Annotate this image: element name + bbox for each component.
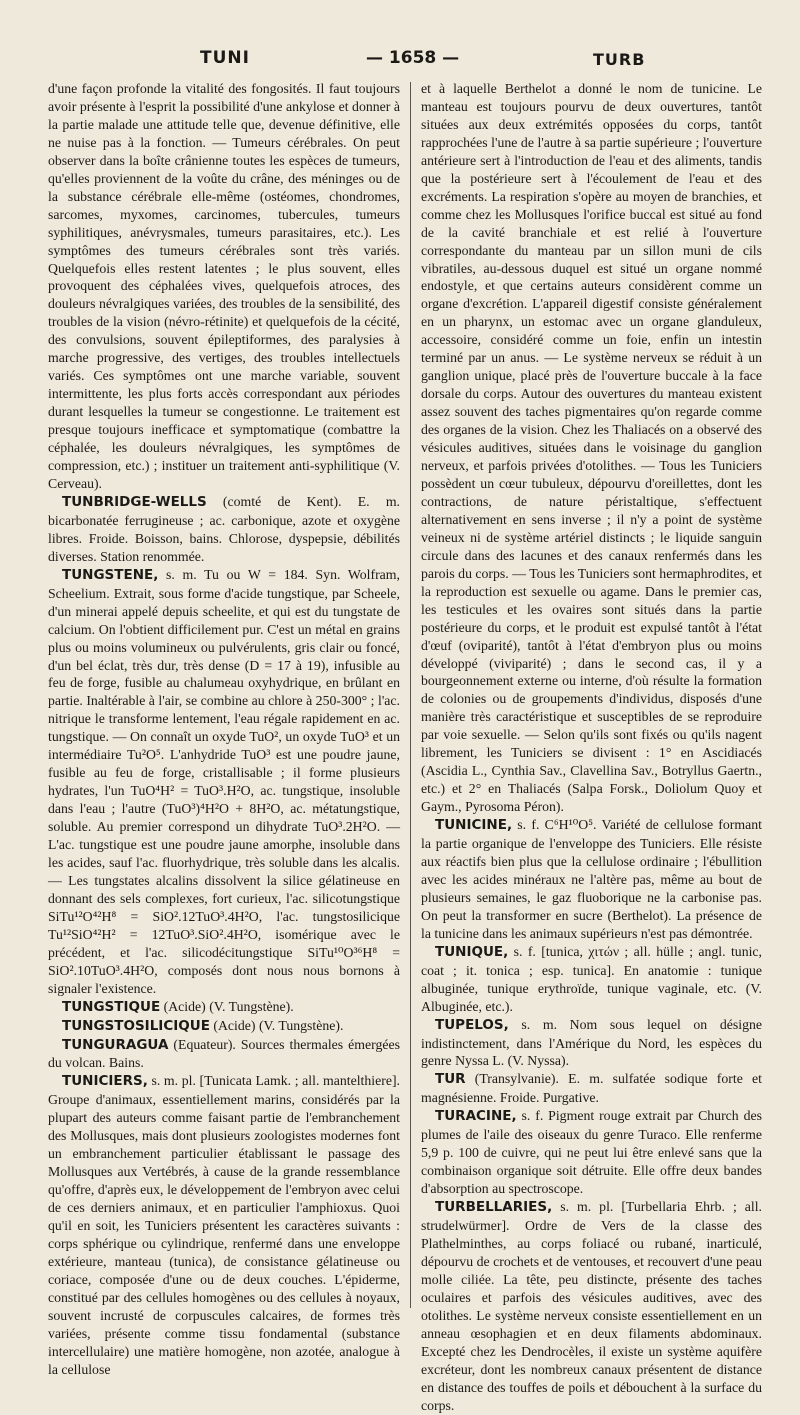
headword: TUNIQUE, xyxy=(435,943,509,960)
column-divider xyxy=(410,82,411,1308)
headword: TUR xyxy=(435,1071,466,1088)
entry-tuniciers xyxy=(48,1072,400,1378)
right-column xyxy=(421,80,762,1413)
page-number: — 1658 — xyxy=(366,48,460,68)
entry-text: (Transylvanie). E. m. sulfatée sodique forte et magnésienne. Froide. Purgative. xyxy=(421,1071,762,1106)
entry-text: s. m. Nom sous lequel on désigne indistinctement, dans l'Amérique du Nord, les espèces du genre Nyssa L. (V. Nyssa). xyxy=(421,1016,762,1069)
entry-text: (Acide) (V. Tungstène). xyxy=(209,1017,344,1033)
headword: TUNICIERS, xyxy=(62,1073,148,1090)
headword: TUNBRIDGE-WELLS xyxy=(62,493,207,510)
header-left: TUNI xyxy=(200,48,250,68)
entry-text: s. f. C⁶H¹⁰O⁵. Variété de cellulose formant la partie organique de l'enveloppe des Tuniciers. Elle résiste aux réactifs bien plus que la cellulose ordinaire ; l'ébullition avec les acides minéraux ne l'altère pas, même au bout de plusieurs semaines, le gaz fluoborique ne la carbonise pas. On peut la transformer en sucre (Berthelot). La présence de la tunicine dans les animaux supérieurs n'est pas démontrée. xyxy=(421,817,762,941)
entry-text: s. f. [tunica, χιτών ; all. hülle ; angl. tunic, coat ; it. tonica ; esp. tunica]. En anatomie : tunique albuginée, tunique erythroïde, tunique vaginale, etc. (V. Albuginée, etc.). xyxy=(421,943,762,1014)
header-right: TURB xyxy=(593,50,646,69)
entry-text: s. m. pl. [Tunicata Lamk. ; all. mantelthiere]. Groupe d'animaux, essentiellement marins, considérés par la plupart des auteurs comme faisant partie de l'embranchement des Mollusques, mais dont plusieurs zoologistes modernes font un embranchement particulier établissant le passage des Mollusques aux Vertébrés, à cause de la grande ressemblance qu'offre, d'après eux, le développement de l'embryon avec celui de ces derniers animaux, et en particulier l'amphioxus. Quoi qu'il en soit, les Tuniciers présentent les caractères suivants : corps sphérique ou cylindrique, renfermé dans une enveloppe extérieure, manteau (tunica), de consistance gélatineuse ou coriace, composée d'une ou de deux couches. L'épiderme, constitué par des cellules homogènes ou des cellules à noyaux, souvent incrusté de corpuscules calcaires, de formes très variées, présente comme tissu fondamental (substance intercellulaire) une matière homogène, non azotée, analogue à la cellulose xyxy=(48,1073,400,1377)
entry-turacine xyxy=(421,1107,762,1198)
entry-tunique xyxy=(421,943,762,1016)
paragraph-tuniciers-cont: et à laquelle Berthelot a donné le nom de tunicine. Le manteau est toujours pourvu de deux ouvertures, tantôt situées aux deux extrémités opposées du corps, tantôt rapprochées l'une de l'autre à sa partie supérieure ; l'ouverture antérieure sert à l'introduction de l'eau et des aliments, tandis que la postérieure sert à l'écoulement de l'eau et des excréments. La respiration s'opère au moyen de branchies, et comme chez les Mollusques l'orifice buccal est situé au fond de la cavité branchiale et est relié à l'ouverture correspondante du manteau par un sillon muni de cils vibratiles, au-dessous duquel est situé un organe nommé endostyle, et que certains auteurs considèrent comme un organe d'excrétion. L'appareil digestif consiste généralement en un pharynx, un estomac avec un organe glanduleux, accessoire, considéré comme un foie, enfin un intestin terminé par un anus. — Le système nerveux se réduit à un ganglion unique, placé près de l'ouverture buccale à la face dorsale du corps. Autour des ouvertures du manteau existent assez souvent des taches pigmentaires qu'on regarde comme des organes de la vision. Chez les Thaliacés on a observé des vésicules auditives, situées dans le voisinage du ganglion nerveux, et parfois privées d'otolithes. — Tous les Tuniciers possèdent un cœur tubuleux, dépourvu d'oreillettes, dont les contractions, de nature péristaltique, s'effectuent alternativement en sens inverse ; il n'y a point de système veineux ni de système artériel distincts ; le liquide sanguin circule dans des lacunes et des canaux renfermés dans les parois du corps. — Tous les Tuniciers sont hermaphrodites, et la reproduction est sexuelle ou agame. Dans le premier cas, les testicules et les ovaires sont situés dans la partie postérieure du corps, et le produit est expulsé tantôt à l'état d'œuf (oviparité), tantôt à l'état d'embryon plus ou moins développé (viviparité) ; dans le second cas, il y a bourgeonnement externe ou interne, d'où résulte la formation de colonies ou de groupements d'individus, disposés d'une manière très caractéristique et susceptibles de se reproduire par voie sexuelle. — Selon qu'ils sont fixés ou qu'ils nagent librement, les Tuniciers se divisent : 1° en Ascidiacés (Ascidia L., Cynthia Sav., Clavellina Sav., Botryllus Gaertn., etc.) et 2° en Thaliacés (Salpa Forsk., Doliolum Quoy et Gaym., Pyrosoma Péron). xyxy=(421,81,762,815)
paragraph-tumeurs: d'une façon profonde la vitalité des fongosités. Il faut toujours avoir présente à l'esprit la possibilité d'une ankylose et donner à la partie malade une attitude telle que, devenue définitive, elle ne nuise pas à la fonction. — Tumeurs cérébrales. On peut observer dans la boîte crânienne toutes les espèces de tumeurs, qu'elles proviennent de la voûte du crâne, des méninges ou de la substance cérébrale elle-même (ostéomes, chondromes, sarcomes, myxomes, carcinomes, tubercules, tumeurs syphilitiques, anévrysmales, tumeurs parasitaires, etc.). Les symptômes des tumeurs cérébrales sont très variés. Quelquefois elles restent latentes ; le plus souvent, elles provoquent des céphalées vives, quelquefois atroces, des douleurs névralgiques variées, des troubles de la sensibilité, des troubles de la vision (névro-rétinite) et quelquefois de la cécité, des convulsions, souvent épileptiformes, des paralysies à marche progressive, des vertiges, des troubles intellectuels variés. Ces symptômes ont une marche variable, souvent intermittente, les plus forts accès correspondant aux périodes durant lesquelles la tumeur se congestionne. Le traitement est presque toujours inefficace et symptomatique (combattre la céphalée, les douleurs névralgiques, les symptômes de compression, etc.) ; instituer un traitement anti-syphilitique (V. Cerveau). xyxy=(48,81,400,491)
headword: TUPELOS, xyxy=(435,1016,509,1033)
entry-tungstosilicique xyxy=(48,1017,400,1036)
running-head xyxy=(48,44,760,74)
headword: TUNGSTIQUE xyxy=(62,998,161,1015)
entry-tupelos xyxy=(421,1016,762,1071)
headword: TURBELLARIES, xyxy=(435,1199,553,1216)
headword: TUNGSTOSILICIQUE xyxy=(62,1017,210,1034)
headword: TUNGSTENE, xyxy=(62,566,159,583)
entry-text: (comté de Kent). E. m. bicarbonatée ferrugineuse ; ac. carbonique, azote et oxygène libres. Froide. Boisson, bains. Chlorose, dyspepsie, débilités diverses. Station renommée. xyxy=(48,493,400,564)
entry-turbellaries xyxy=(421,1198,762,1414)
entry-text: s. f. Pigment rouge extrait par Church des plumes de l'aile des oiseaux du genre Turaco. Elle renferme 5,9 p. 100 de cuivre, qui ne peut lui être enlevé sans que la combinaison organique soit détruite. Elle offre deux bandes d'absorption au spectroscope. xyxy=(421,1108,762,1197)
entry-tunicine xyxy=(421,816,762,943)
headword: TURACINE, xyxy=(435,1108,517,1125)
headword: TUNGURAGUA xyxy=(62,1036,169,1053)
left-column xyxy=(48,80,400,1377)
entry-text: (Equateur). Sources thermales émergées du volcan. Bains. xyxy=(48,1036,400,1071)
entry-tungstique xyxy=(48,998,400,1017)
entry-tungstene xyxy=(48,566,400,998)
entry-text: (Acide) (V. Tungstène). xyxy=(160,998,294,1014)
entry-text: s. m. pl. [Turbellaria Ehrb. ; all. strudelwürmer]. Ordre de Vers de la classe des Plathelminthes, au corps foliacé ou rubané, inarticulé, dépourvu de crochets et de ventouses, et recouvert d'une peau molle ciliée. La tête, peu distincte, présente des taches oculaires et parfois des vésicules auditives, avec des otolithes. Le système nerveux consiste essentiellement en un anneau œsophagien et en deux filaments abdominaux. Excepté chez les Dendrocèles, il existe un système aquifère excréteur, dont les nombreux canaux présentent de distance en distance des touffes de poils et débouchent à la surface du corps. xyxy=(421,1199,762,1413)
entry-tunbridge-wells xyxy=(48,493,400,566)
entry-tunguragua xyxy=(48,1036,400,1073)
entry-tur xyxy=(421,1070,762,1107)
entry-text: s. m. Tu ou W = 184. Syn. Wolfram, Scheelium. Extrait, sous forme d'acide tungstique, par Scheele, d'un minerai appelé depuis scheelite, et qui est du tungstate de calcium. On l'obtient difficilement pur. C'est un métal en grains plus ou moins volumineux ou pulvérulents, gris clair ou foncé, d'un bel éclat, très dur, très dense (D = 17 à 19), infusible au feu de forge, fusible au chalumeau oxyhydrique, en brûlant en partie. Inaltérable à l'air, se combine au chlore à 250-300° ; l'ac. nitrique le transforme lentement, l'eau régale rapidement en ac. tungstique. — On connaît un oxyde TuO², un oxyde TuO³ et un intermédiaire Tu²O⁵. L'anhydride TuO³ est une poudre jaune, fusible au feu de forge, cristallisable ; il forme plusieurs hydrates, l'un TuO⁴H² = TuO³.H²O, ac. tungstique, insoluble dans l'eau ; l'autre (TuO³)⁴H²O + 8H²O, ac. métatungstique, soluble. Au premier correspond un dihydrate TuO³.2H²O. — L'ac. tungstique est une poudre jaune amorphe, insoluble dans les acides, sauf l'ac. fluorhydrique, très soluble dans les alcalis. — Les tungstates alcalins dissolvent la silice gélatineuse en donnant des sels complexes, fort curieux, l'ac. silicotungstique SiTu¹²O⁴²H⁸ = SiO².12TuO³.4H²O, l'ac. tungstosilicique Tu¹²SiO⁴²H² = 12TuO³.SiO².4H²O, isomérique avec le précédent, et l'ac. silicodécitungstique SiTu¹⁰O³⁶H⁸ = SiO².10TuO³.4H²O, composés dont nous nous bornons à signaler l'existence. xyxy=(48,566,400,996)
headword: TUNICINE, xyxy=(435,817,513,834)
